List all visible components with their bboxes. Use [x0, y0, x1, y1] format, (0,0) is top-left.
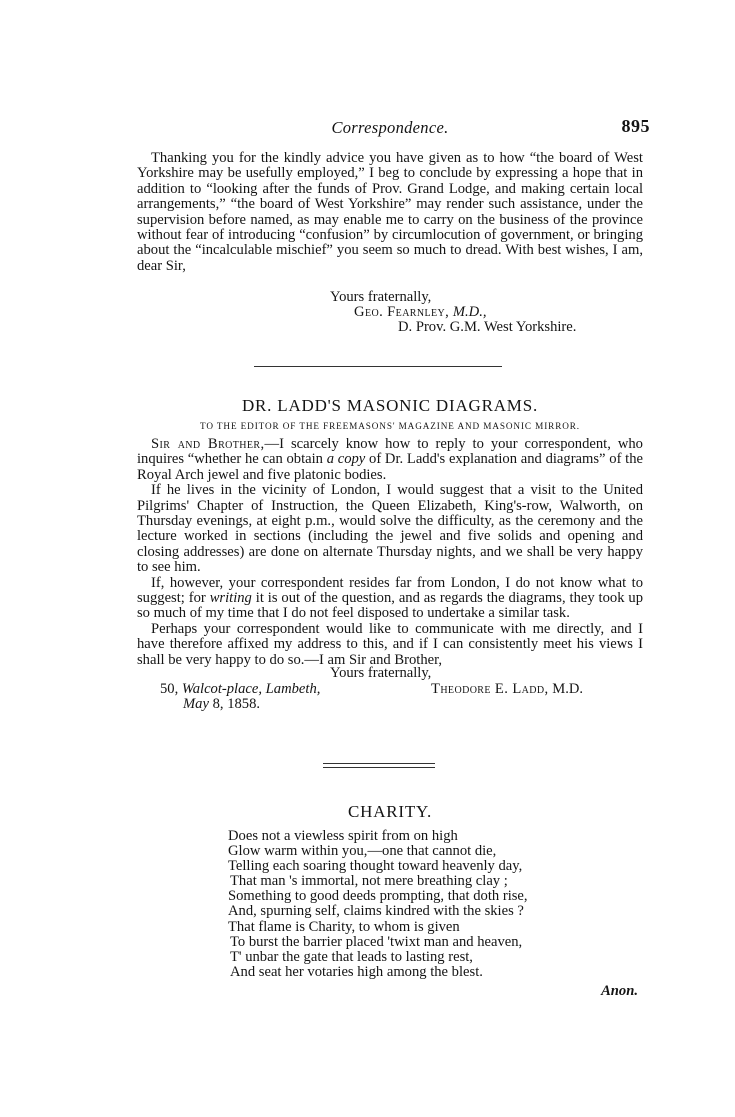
letter1-body — [137, 151, 643, 274]
letter2-p3-emphasis: writing — [209, 590, 252, 607]
letter1-signer-name: Geo. Fearnley, — [354, 304, 450, 320]
section-divider — [254, 366, 502, 367]
letter2-paragraph-2: If he lives in the vicinity of London, I would suggest that a visit to the United Pilgrims' Chapter of Instruction, the Queen Elizabeth, King's-row, Walworth, on Thursday evenings, at eight p.m., would solve the difficulty, as the ceremony and the lecture worked in sections (including the jewel and five solids and opening and closing addresses) are done on alternate Thursday nights, and we shall be very happy to see him. — [137, 482, 643, 576]
letter2-p3-part-b: it is out of the question, and as regards the diagrams, they took up so much of my time that I do not feel disposed to undertake a similar task. — [137, 590, 644, 622]
letter2-address-street: Walcot-place, Lambeth, — [181, 681, 321, 697]
letter1-paragraph: Thanking you for the kindly advice you have given as to how “the board of West Yorkshire may be usefully employed,” I beg to conclude by expressing a hope that in addition to “looking after the funds of Prov. Grand Lodge, and making certain local arrangements,” “the board of West Yorkshire” may render such assistance, under the supervision before named, as may enable me to carry on the business of the province without fear of introducing “confusion” by circumlocution of government, or bringing about the “incalculable mischief” you seem so much to dread. With best wishes, I am, dear Sir, — [137, 150, 643, 274]
poem-title: CHARITY. — [347, 802, 432, 821]
letter2-body — [137, 437, 643, 668]
letter2-date — [183, 697, 260, 712]
letter2-paragraph-1 — [137, 437, 643, 483]
letter2-paragraph-4: Perhaps your correspondent would like to communicate with me directly, and I have therefore affixed my address to this, and if I can consistently meet his views I shall be very happy to do so.—I am Sir and Brother, — [137, 620, 643, 668]
poem-stanza — [228, 829, 628, 980]
poem-line: Glow warm within you,—one that cannot die, — [228, 843, 497, 860]
poem-divider-top — [323, 763, 435, 764]
letter1-signer-title: D. Prov. G.M. West Yorkshire. — [398, 319, 577, 335]
page-number: 895 — [621, 116, 650, 136]
poem-attribution: Anon. — [601, 983, 638, 999]
letter2-heading: DR. LADD'S MASONIC DIAGRAMS. — [241, 396, 539, 415]
running-head-title: Correspondence. — [331, 118, 449, 137]
letter2-subheading: TO THE EDITOR OF THE FREEMASONS' MAGAZINE AND MASONIC MIRROR. — [199, 421, 580, 431]
poem-line: That man 's immortal, not mere breathing clay ; — [230, 873, 508, 890]
letter2-date-rest: 8, 1858. — [212, 696, 261, 712]
letter1-signer-degree: M.D., — [452, 304, 487, 320]
letter2-address-number: 50, — [160, 681, 179, 697]
poem-line: Something to good deeds prompting, that doth rise, — [228, 888, 528, 905]
letter2-p1-part-b: of Dr. Ladd's explanation and diagrams” of the Royal Arch jewel and five platonic bodies. — [137, 451, 643, 483]
letter2-signer-degree: M.D. — [552, 681, 584, 697]
poem-line: That flame is Charity, to whom is given — [228, 918, 460, 935]
poem-line: Does not a viewless spirit from on high — [228, 828, 458, 844]
letter2-closing: Yours fraternally, — [330, 665, 432, 681]
letter2-salutation: Sir and Brother, — [151, 436, 265, 452]
poem-line: T' unbar the gate that leads to lasting rest, — [230, 948, 473, 965]
poem-line: And seat her votaries high among the blest. — [230, 963, 483, 980]
letter2-paragraph-3 — [137, 576, 643, 622]
running-head — [130, 118, 650, 140]
letter2-p1-emphasis: a copy — [326, 451, 366, 468]
poem-divider-bottom — [323, 767, 435, 768]
letter2-p1-part-a: —I scarcely know how to reply to your correspondent, who inquires “whether he can obtain — [137, 436, 643, 468]
letter2-p3-part-a: If, however, your correspondent resides far from London, I do not know what to suggest; for — [137, 574, 643, 607]
letter2-signer — [431, 682, 583, 697]
poem-line: To burst the barrier placed 'twixt man and heaven, — [230, 933, 523, 950]
letter1-closing: Yours fraternally, — [330, 289, 432, 305]
letter2-date-month: May — [183, 696, 209, 712]
poem-line: And, spurning self, claims kindred with the skies ? — [228, 903, 524, 920]
letter2-signer-name: Theodore E. Ladd, — [431, 681, 549, 697]
poem-line: Telling each soaring thought toward heavenly day, — [228, 858, 523, 875]
